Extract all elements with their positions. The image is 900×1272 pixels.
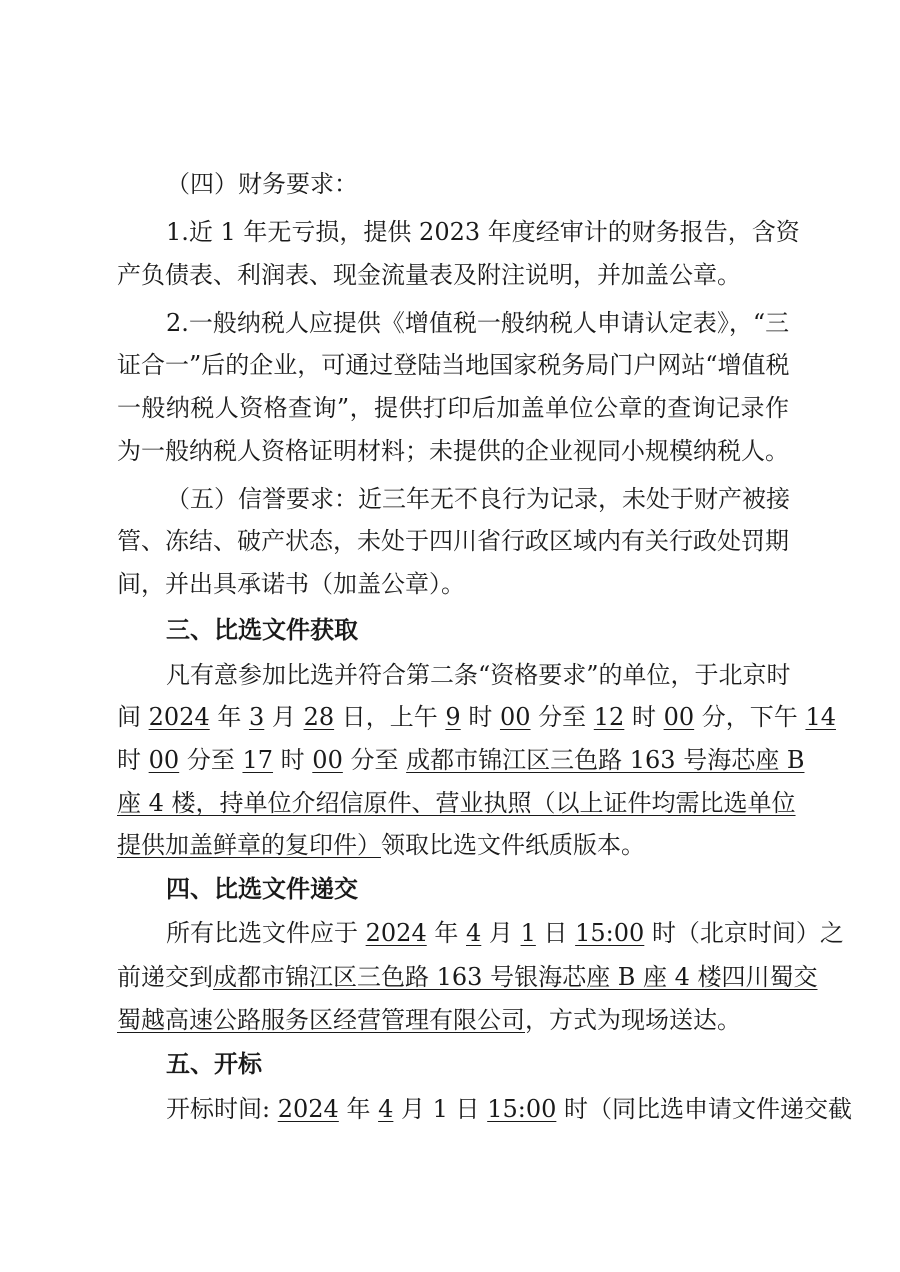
filled-value: 成都市锦江区三色路 163 号海芯座 B	[406, 746, 805, 774]
filled-value: 4	[378, 1095, 394, 1123]
paragraph-line: 2.一般纳税人应提供《增值税一般纳税人申请认定表》，“三	[166, 309, 790, 337]
text-fragment: 时	[117, 746, 141, 774]
section-heading-obtain: 三、比选文件获取	[166, 616, 358, 644]
text-fragment: 时（同比选申请文件递交截	[564, 1095, 852, 1123]
section-heading-finance: （四）财务要求：	[166, 170, 358, 198]
filled-value: 17	[242, 746, 274, 774]
paragraph-line-date-time	[117, 743, 805, 777]
paragraph-line: （五）信誉要求：近三年无不良行为记录，未处于财产被接	[166, 485, 790, 513]
section-heading-submit: 四、比选文件递交	[166, 875, 358, 903]
paragraph-line-deadline	[166, 916, 844, 950]
text-fragment: 时（北京时间）之	[651, 919, 844, 947]
text-fragment: 分至	[350, 746, 399, 774]
text-fragment: 时	[468, 703, 493, 731]
text-fragment: 时	[280, 746, 305, 774]
filled-value: 14	[805, 703, 836, 731]
paragraph-line: 为一般纳税人资格证明材料；未提供的企业视同小规模纳税人。	[117, 437, 789, 465]
filled-value: 2024	[148, 703, 210, 731]
filled-value: 2024	[365, 919, 427, 947]
filled-value: 28	[303, 703, 335, 731]
filled-value: 提供加盖鲜章的复印件）	[117, 831, 381, 859]
text-fragment: 月 1 日	[401, 1095, 480, 1123]
text-fragment: 月	[271, 703, 296, 731]
paragraph-line: 凡有意参加比选并符合第二条“资格要求”的单位，于北京时	[166, 661, 791, 689]
text-fragment: 年	[434, 919, 459, 947]
filled-value: 3	[249, 703, 265, 731]
text-fragment: 领取比选文件纸质版本。	[381, 831, 645, 859]
text-fragment: 时	[631, 703, 656, 731]
paragraph-line	[117, 1003, 789, 1037]
section-heading-opening: 五、开标	[166, 1050, 262, 1078]
paragraph-line: 一般纳税人资格查询”，提供打印后加盖单位公章的查询记录作	[117, 394, 789, 422]
filled-value: 4	[466, 919, 482, 947]
filled-value: 00	[663, 703, 695, 731]
text-fragment: 分，下午	[701, 703, 798, 731]
filled-value: 成都市锦江区三色路 163 号银海芯座 B 座 4 楼四川蜀交	[213, 963, 818, 991]
text-fragment: 月	[488, 919, 513, 947]
paragraph-line: 座 4 楼，持单位介绍信原件、营业执照（以上证件均需比选单位	[117, 789, 796, 817]
paragraph-line	[117, 828, 789, 862]
filled-value: 00	[312, 746, 343, 774]
text-fragment: 年	[217, 703, 242, 731]
paragraph-line: 1.近 1 年无亏损，提供 2023 年度经审计的财务报告，含资	[166, 218, 800, 246]
text-fragment: 分至	[186, 746, 235, 774]
paragraph-line-opening-time	[166, 1092, 852, 1126]
text-fragment: 年	[346, 1095, 371, 1123]
paragraph-line-date-time	[117, 700, 836, 734]
paragraph-line: 产负债表、利润表、现金流量表及附注说明，并加盖公章。	[117, 261, 741, 289]
text-fragment: 所有比选文件应于	[166, 919, 358, 947]
filled-value: 1	[520, 919, 536, 947]
text-fragment: 日，上午	[341, 703, 438, 731]
filled-value: 2024	[277, 1095, 339, 1123]
paragraph-line: 间，并出具承诺书（加盖公章）。	[117, 570, 465, 598]
filled-value: 9	[445, 703, 461, 731]
filled-value: 15:00	[575, 919, 645, 947]
filled-value: 15:00	[487, 1095, 557, 1123]
text-fragment: 日	[543, 919, 568, 947]
text-fragment: 分至	[538, 703, 587, 731]
paragraph-line	[117, 960, 818, 994]
filled-value: 12	[593, 703, 625, 731]
filled-value: 00	[499, 703, 531, 731]
text-fragment: 开标时间:	[166, 1095, 271, 1123]
filled-value: 蜀越高速公路服务区经营管理有限公司	[117, 1006, 525, 1034]
filled-value: 00	[148, 746, 180, 774]
text-fragment: 间	[117, 703, 141, 731]
paragraph-line: 管、冻结、破产状态，未处于四川省行政区域内有关行政处罚期	[117, 527, 789, 555]
text-fragment: 前递交到	[117, 963, 213, 991]
paragraph-line: 证合一”后的企业，可通过登陆当地国家税务局门户网站“增值税	[117, 351, 790, 379]
text-fragment: ，方式为现场送达。	[525, 1006, 741, 1034]
